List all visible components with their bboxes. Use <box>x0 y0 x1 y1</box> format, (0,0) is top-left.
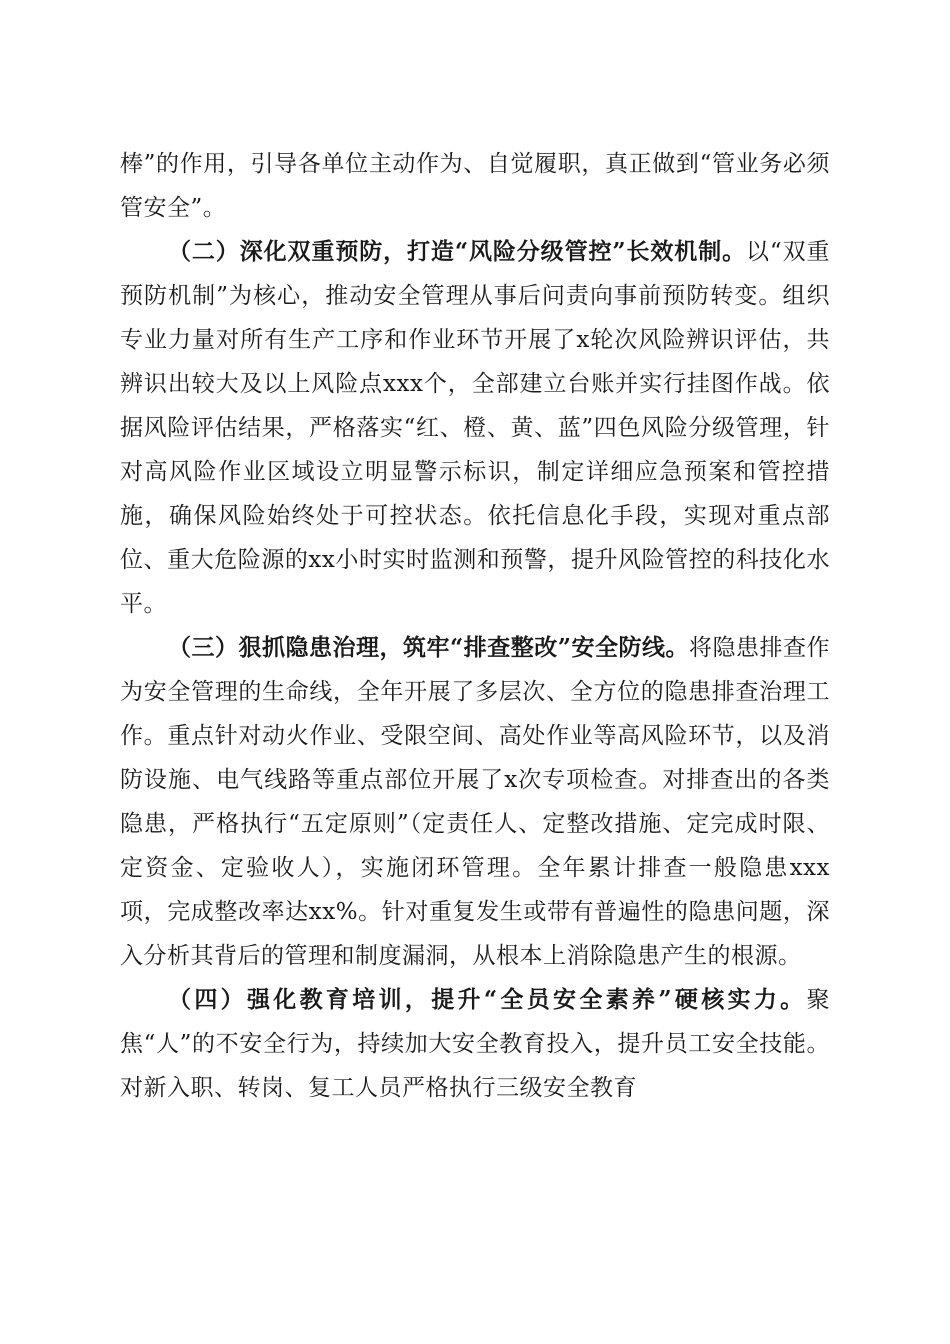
paragraph-text: 将隐患排查作为安全管理的生命线，全年开展了多层次、全方位的隐患排查治理工作。重点针对动火作业、受限空间、高处作业等高风险环节，以及消防设施、电气线路等重点部位开展了x次专项检查。对排查出的各类隐患，严格执行“五定原则”（定责任人、定整改措施、定完成时限、定资金、定验收人），实施闭环管理。全年累计排查一般隐患xxx项，完成整改率达xx%。针对重复发生或带有普遍性的隐患问题，深入分析其背后的管理和制度漏洞，从根本上消除隐患产生的根源。 <box>120 635 831 969</box>
section-heading: （四）强化教育培训，提升“全员安全素养”硬核实力。 <box>168 986 807 1013</box>
paragraph-text: 棒”的作用，引导各单位主动作为、自觉履职，真正做到“管业务必须管安全”。 <box>120 151 830 221</box>
paragraph-continuation <box>120 142 830 230</box>
paragraph-text: 以“双重预防机制”为核心，推动安全管理从事后问责向事前预防转变。组织专业力量对所有生产工序和作业环节开展了x轮次风险辨识评估，共辨识出较大及以上风险点xxx个，全部建立台账并实行挂图作战。依据风险评估结果，严格落实“红、橙、黄、蓝”四色风险分级管理，针对高风险作业区域设立明显警示标识，制定详细应急预案和管控措施，确保风险始终处于可控状态。依托信息化手段，实现对重点部位、重大危险源的xx小时实时监测和预警，提升风险管控的科技化水平。 <box>120 239 830 617</box>
section-heading: （三）狠抓隐患治理，筑牢“排查整改”安全防线。 <box>168 634 689 661</box>
paragraph-section-2 <box>120 230 830 626</box>
section-heading: （二）深化双重预防，打造“风险分级管控”长效机制。 <box>168 238 747 265</box>
paragraph-section-4 <box>120 978 830 1110</box>
document-page <box>120 142 830 1110</box>
paragraph-section-3 <box>120 626 830 978</box>
paragraph-text: 聚焦“人”的不安全行为，持续加大安全教育投入，提升员工安全技能。对新入职、转岗、复工人员严格执行三级安全教育 <box>120 987 830 1101</box>
